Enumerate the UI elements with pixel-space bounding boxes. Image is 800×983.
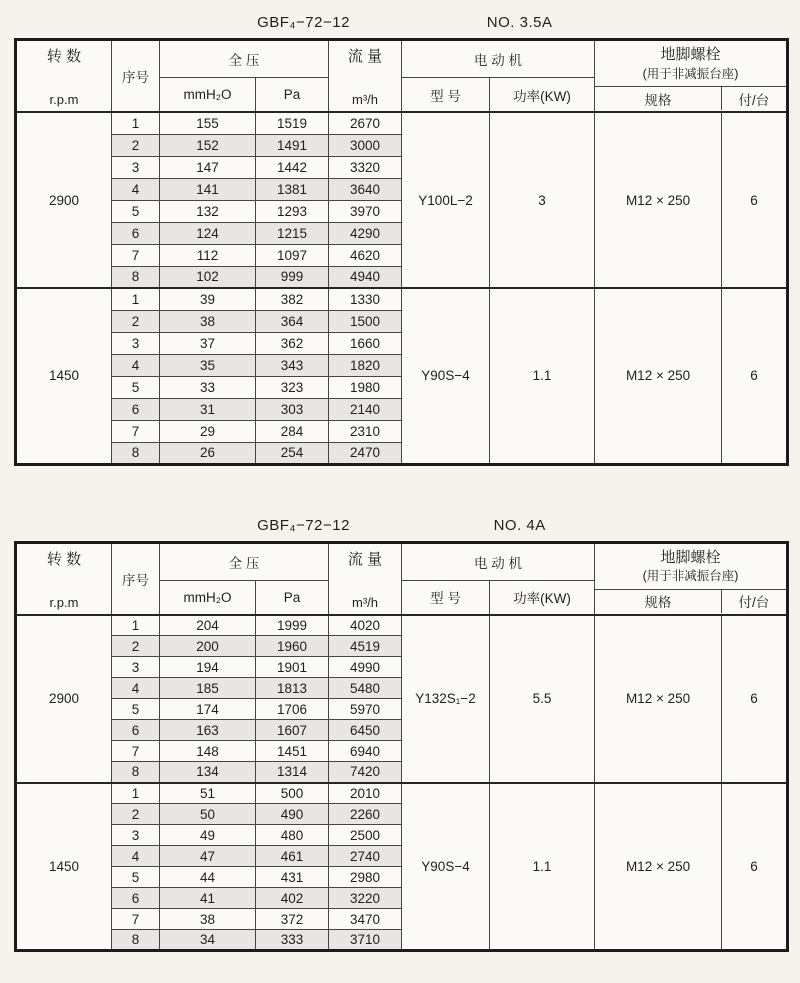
- seq-cell: 1: [112, 288, 160, 310]
- header-row-1: [16, 40, 788, 78]
- fan-model-title: GBF₄−72−12: [257, 14, 350, 31]
- pa-cell: 500: [256, 783, 329, 804]
- seq-cell: 5: [112, 699, 160, 720]
- flow-cell: 3320: [329, 156, 402, 178]
- pa-cell: 343: [256, 354, 329, 376]
- header-motor-power: 功率(KW): [490, 78, 595, 112]
- seq-cell: 4: [112, 678, 160, 699]
- flow-cell: 2010: [329, 783, 402, 804]
- header-mmh2o: mmH₂O: [160, 580, 256, 614]
- header-speed: [16, 542, 112, 615]
- pa-cell: 1999: [256, 615, 329, 636]
- header-motor-model: 型 号: [402, 78, 490, 112]
- header-flow: [329, 542, 402, 615]
- flow-cell: 3220: [329, 888, 402, 909]
- mmh2o-cell: 147: [160, 156, 256, 178]
- mmh2o-cell: 39: [160, 288, 256, 310]
- seq-cell: 8: [112, 930, 160, 951]
- bolt-qty-cell: 6: [722, 288, 788, 464]
- mmh2o-cell: 112: [160, 244, 256, 266]
- flow-cell: 4519: [329, 636, 402, 657]
- motor-power-cell: 1.1: [490, 288, 595, 464]
- mmh2o-cell: 29: [160, 420, 256, 442]
- mmh2o-cell: 47: [160, 846, 256, 867]
- flow-cell: 6450: [329, 720, 402, 741]
- flow-cell: 4290: [329, 222, 402, 244]
- seq-cell: 6: [112, 888, 160, 909]
- header-bolt-spec: 规格: [595, 87, 722, 110]
- seq-cell: 6: [112, 720, 160, 741]
- header-seq: 序号: [112, 40, 160, 113]
- header-motor: 电 动 机: [402, 40, 595, 78]
- header-speed: [16, 40, 112, 113]
- flow-cell: 2740: [329, 846, 402, 867]
- mmh2o-cell: 51: [160, 783, 256, 804]
- header-bolt-label: 地脚螺栓: [660, 46, 721, 64]
- seq-cell: 3: [112, 825, 160, 846]
- header-flow: [329, 40, 402, 113]
- flow-cell: 4020: [329, 615, 402, 636]
- bolt-spec-cell: M12 × 250: [595, 112, 722, 288]
- seq-cell: 2: [112, 310, 160, 332]
- pa-cell: 323: [256, 376, 329, 398]
- pa-cell: 461: [256, 846, 329, 867]
- table-caption: [14, 8, 786, 38]
- flow-cell: 2470: [329, 442, 402, 464]
- motor-model-cell: Y90S−4: [402, 288, 490, 464]
- header-bolt: [595, 542, 788, 615]
- bolt-qty-cell: 6: [722, 783, 788, 951]
- header-speed-unit: r.p.m: [49, 92, 79, 107]
- table-row: [16, 615, 788, 636]
- header-bolt-spec: 规格: [595, 590, 722, 613]
- flow-cell: 3710: [329, 930, 402, 951]
- header-row-1: [16, 542, 788, 580]
- seq-cell: 6: [112, 222, 160, 244]
- mmh2o-cell: 31: [160, 398, 256, 420]
- header-bolt-note: (用于非减振台座): [642, 66, 739, 81]
- header-motor-power: 功率(KW): [490, 580, 595, 614]
- mmh2o-cell: 37: [160, 332, 256, 354]
- mmh2o-cell: 152: [160, 134, 256, 156]
- pa-cell: 382: [256, 288, 329, 310]
- pa-cell: 333: [256, 930, 329, 951]
- mmh2o-cell: 134: [160, 762, 256, 783]
- mmh2o-cell: 35: [160, 354, 256, 376]
- rpm-cell: 1450: [16, 783, 112, 951]
- mmh2o-cell: 102: [160, 266, 256, 288]
- pa-cell: 1097: [256, 244, 329, 266]
- flow-cell: 6940: [329, 741, 402, 762]
- seq-cell: 7: [112, 420, 160, 442]
- flow-cell: 4990: [329, 657, 402, 678]
- pa-cell: 1442: [256, 156, 329, 178]
- bolt-spec-cell: M12 × 250: [595, 783, 722, 951]
- pa-cell: 1901: [256, 657, 329, 678]
- header-mmh2o: mmH₂O: [160, 78, 256, 112]
- flow-cell: 3970: [329, 200, 402, 222]
- mmh2o-cell: 155: [160, 112, 256, 134]
- header-pa: Pa: [256, 580, 329, 614]
- header-flow-unit: m³/h: [352, 594, 379, 610]
- seq-cell: 8: [112, 266, 160, 288]
- mmh2o-cell: 141: [160, 178, 256, 200]
- seq-cell: 3: [112, 657, 160, 678]
- seq-cell: 7: [112, 741, 160, 762]
- flow-cell: 2980: [329, 867, 402, 888]
- header-pa: Pa: [256, 78, 329, 112]
- mmh2o-cell: 148: [160, 741, 256, 762]
- pa-cell: 490: [256, 804, 329, 825]
- mmh2o-cell: 163: [160, 720, 256, 741]
- seq-cell: 7: [112, 244, 160, 266]
- seq-cell: 1: [112, 783, 160, 804]
- motor-power-cell: 3: [490, 112, 595, 288]
- flow-cell: 5970: [329, 699, 402, 720]
- fan-model-title: GBF₄−72−12: [257, 516, 350, 534]
- flow-cell: 4940: [329, 266, 402, 288]
- seq-cell: 5: [112, 867, 160, 888]
- seq-cell: 5: [112, 376, 160, 398]
- mmh2o-cell: 132: [160, 200, 256, 222]
- spec-sheet-no4a: [14, 511, 786, 953]
- seq-cell: 3: [112, 156, 160, 178]
- header-flow-label: 流 量: [347, 550, 383, 568]
- header-seq: 序号: [112, 542, 160, 615]
- pa-cell: 1607: [256, 720, 329, 741]
- pa-cell: 1215: [256, 222, 329, 244]
- flow-cell: 4620: [329, 244, 402, 266]
- rpm-cell: 2900: [16, 615, 112, 783]
- seq-cell: 3: [112, 332, 160, 354]
- flow-cell: 1980: [329, 376, 402, 398]
- pa-cell: 1491: [256, 134, 329, 156]
- spec-sheet-no3-5a: [14, 8, 786, 466]
- table-row: [16, 112, 788, 134]
- pa-cell: 1381: [256, 178, 329, 200]
- flow-cell: 1330: [329, 288, 402, 310]
- table-row: [16, 783, 788, 804]
- motor-model-cell: Y90S−4: [402, 783, 490, 951]
- mmh2o-cell: 38: [160, 310, 256, 332]
- flow-cell: 7420: [329, 762, 402, 783]
- fan-size-title: NO. 4A: [493, 516, 546, 534]
- pa-cell: 1706: [256, 699, 329, 720]
- bolt-qty-cell: 6: [722, 112, 788, 288]
- seq-cell: 4: [112, 846, 160, 867]
- flow-cell: 1500: [329, 310, 402, 332]
- header-speed-label: 转 数: [46, 550, 82, 568]
- pa-cell: 431: [256, 867, 329, 888]
- mmh2o-cell: 185: [160, 678, 256, 699]
- mmh2o-cell: 44: [160, 867, 256, 888]
- flow-cell: 3000: [329, 134, 402, 156]
- flow-cell: 5480: [329, 678, 402, 699]
- pa-cell: 1960: [256, 636, 329, 657]
- pa-cell: 1813: [256, 678, 329, 699]
- mmh2o-cell: 174: [160, 699, 256, 720]
- seq-cell: 4: [112, 354, 160, 376]
- flow-cell: 2310: [329, 420, 402, 442]
- header-bolt: [595, 40, 788, 113]
- mmh2o-cell: 194: [160, 657, 256, 678]
- header-bolt-qty: 付/台: [738, 92, 770, 108]
- table-caption: [14, 511, 786, 541]
- seq-cell: 6: [112, 398, 160, 420]
- pa-cell: 1451: [256, 741, 329, 762]
- flow-cell: 2500: [329, 825, 402, 846]
- pa-cell: 1314: [256, 762, 329, 783]
- flow-cell: 1660: [329, 332, 402, 354]
- seq-cell: 5: [112, 200, 160, 222]
- header-bolt-label: 地脚螺栓: [660, 548, 721, 566]
- header-pressure: 全 压: [160, 40, 329, 78]
- flow-cell: 2260: [329, 804, 402, 825]
- header-speed-label: 转 数: [46, 48, 82, 65]
- header-bolt-note: (用于非减振台座): [642, 569, 739, 584]
- pa-cell: 364: [256, 310, 329, 332]
- mmh2o-cell: 33: [160, 376, 256, 398]
- spec-table-no3-5a: [14, 38, 789, 466]
- flow-cell: 2140: [329, 398, 402, 420]
- rpm-cell: 1450: [16, 288, 112, 464]
- seq-cell: 8: [112, 762, 160, 783]
- motor-power-cell: 1.1: [490, 783, 595, 951]
- pa-cell: 284: [256, 420, 329, 442]
- pa-cell: 480: [256, 825, 329, 846]
- pa-cell: 303: [256, 398, 329, 420]
- seq-cell: 7: [112, 909, 160, 930]
- seq-cell: 2: [112, 134, 160, 156]
- spec-table-no4a: [14, 541, 789, 953]
- mmh2o-cell: 50: [160, 804, 256, 825]
- flow-cell: 3470: [329, 909, 402, 930]
- motor-model-cell: Y100L−2: [402, 112, 490, 288]
- seq-cell: 2: [112, 636, 160, 657]
- pa-cell: 1519: [256, 112, 329, 134]
- header-motor-model: 型 号: [402, 580, 490, 614]
- mmh2o-cell: 34: [160, 930, 256, 951]
- mmh2o-cell: 200: [160, 636, 256, 657]
- header-flow-unit: m³/h: [352, 92, 379, 107]
- mmh2o-cell: 204: [160, 615, 256, 636]
- motor-model-cell: Y132S₁−2: [402, 615, 490, 783]
- seq-cell: 1: [112, 615, 160, 636]
- seq-cell: 8: [112, 442, 160, 464]
- header-flow-label: 流 量: [347, 48, 383, 65]
- bolt-qty-cell: 6: [722, 615, 788, 783]
- table-row: [16, 288, 788, 310]
- bolt-spec-cell: M12 × 250: [595, 615, 722, 783]
- flow-cell: 3640: [329, 178, 402, 200]
- header-speed-unit: r.p.m: [49, 594, 79, 610]
- header-motor: 电 动 机: [402, 542, 595, 580]
- pa-cell: 1293: [256, 200, 329, 222]
- mmh2o-cell: 26: [160, 442, 256, 464]
- rpm-cell: 2900: [16, 112, 112, 288]
- seq-cell: 1: [112, 112, 160, 134]
- header-bolt-qty: 付/台: [738, 595, 770, 610]
- mmh2o-cell: 124: [160, 222, 256, 244]
- pa-cell: 402: [256, 888, 329, 909]
- seq-cell: 4: [112, 178, 160, 200]
- fan-size-title: NO. 3.5A: [486, 14, 553, 31]
- pa-cell: 254: [256, 442, 329, 464]
- pa-cell: 362: [256, 332, 329, 354]
- bolt-spec-cell: M12 × 250: [595, 288, 722, 464]
- mmh2o-cell: 41: [160, 888, 256, 909]
- header-pressure: 全 压: [160, 542, 329, 580]
- mmh2o-cell: 38: [160, 909, 256, 930]
- mmh2o-cell: 49: [160, 825, 256, 846]
- flow-cell: 1820: [329, 354, 402, 376]
- motor-power-cell: 5.5: [490, 615, 595, 783]
- seq-cell: 2: [112, 804, 160, 825]
- pa-cell: 372: [256, 909, 329, 930]
- flow-cell: 2670: [329, 112, 402, 134]
- pa-cell: 999: [256, 266, 329, 288]
